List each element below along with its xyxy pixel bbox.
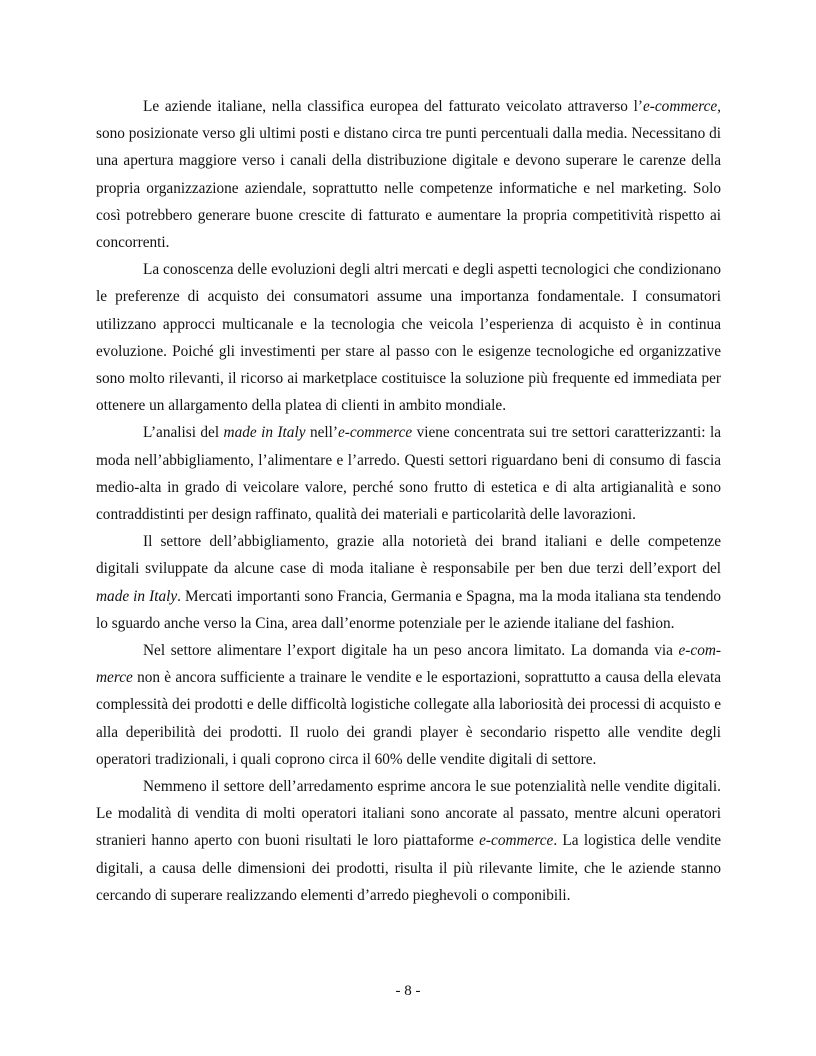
- text-run: non è ancora sufficiente a trainare le vendite e le esportazioni, soprattutto a causa della elevata complessità dei prodotti e delle difficoltà logistiche collegate alla laboriosità dei processi di acquisto e alla deperibilità dei prodotti. Il ruolo dei grandi player è secondario rispetto alle vendite degli operatori tradizionali, i quali coprono circa il 60% delle vendite digitali di settore.: [96, 669, 721, 768]
- text-run: Le aziende italiane, nella classifica europea del fatturato veicolato attraverso l’: [143, 98, 643, 115]
- text-run-italic: made in Italy: [223, 424, 306, 442]
- text-run: . Mercati importanti sono Francia, Germania e Spagna, ma la moda italiana sta tendendo lo sguardo anche verso la Cina, area dall’enorme potenziale per le aziende italiane del fashion.: [96, 587, 722, 632]
- page-number: - 8 -: [395, 983, 421, 999]
- paragraph: [96, 773, 721, 909]
- text-run-italic: e-commerce: [337, 424, 413, 442]
- text-run-italic: e-commerce,: [643, 98, 721, 115]
- text-run: viene concentrata sui tre settori caratterizzanti: la moda nell’abbigliamento, l’alimentare e l’arredo. Questi settori riguardano beni di consumo di fascia medio-alta in grado di veicolare valore, perché sono frutto di estetica e di alta artigianalità e sono contraddistinti per design raffinato, qualità dei materiali e particolarità delle lavorazioni.: [96, 424, 721, 524]
- text-run-italic: e-commerce: [479, 832, 554, 850]
- text-run: L’analisi del: [143, 424, 224, 442]
- document-page: [96, 93, 721, 909]
- paragraph: [96, 419, 721, 528]
- text-run: Nemmeno il settore dell’arredamento esprime ancora le sue potenzialità nelle vendite digitali. Le modalità di vendita di molti operatori italiani sono ancorate al passato, mentre alcuni operatori stranieri hanno aperto con buoni risultati le loro piattaforme: [96, 778, 721, 850]
- text-run: La conoscenza delle evoluzioni degli altri mercati e degli aspetti tecnologici che condizionano le preferenze di acquisto dei consumatori assume una importanza fondamentale. I consumatori utilizzano approcci multicanale e la tecnologia che veicola l’esperienza di acquisto è in continua evoluzione. Poiché gli investimenti per stare al passo con le esigenze tecnologiche ed organizzative sono molto rilevanti, il ricorso ai marketplace costituisce la soluzione più frequente ed immediata per ottenere un allargamento della platea di clienti in ambito mondiale.: [96, 261, 721, 415]
- text-run: Nel settore alimentare l’export digitale ha un peso ancora limitato. La domanda via: [143, 642, 679, 660]
- text-run-italic: made in Italy: [96, 587, 178, 605]
- text-run: . La logistica delle vendite digitali, a causa delle dimensioni dei prodotti, risulta il più rilevante limite, che le aziende stanno cercando di superare realizzando elementi d’arredo pieghevoli o componibili.: [96, 832, 721, 904]
- paragraph: [96, 93, 721, 256]
- paragraph: [96, 637, 721, 773]
- paragraph: [96, 528, 721, 637]
- text-run: sono posizionate verso gli ultimi posti e distano circa tre punti percentuali dalla media. Necessitano di una apertura maggiore verso i canali della distribuzione digitale e devono superare le carenze della propria organizzazione aziendale, soprattutto nelle competenze informatiche e nel marketing. Solo così potrebbero generare buone crescite di fatturato e aumentare la propria competitività rispetto ai concorrenti.: [96, 125, 721, 252]
- text-run-italic: e-commerce: [96, 642, 721, 687]
- text-run: nell’: [305, 424, 338, 442]
- paragraph: [96, 256, 721, 419]
- text-run: Il settore dell’abbigliamento, grazie alla notorietà dei brand italiani e delle competenze digitali sviluppate da alcune case di moda italiane è responsabile per ben due terzi dell’export del: [96, 533, 721, 578]
